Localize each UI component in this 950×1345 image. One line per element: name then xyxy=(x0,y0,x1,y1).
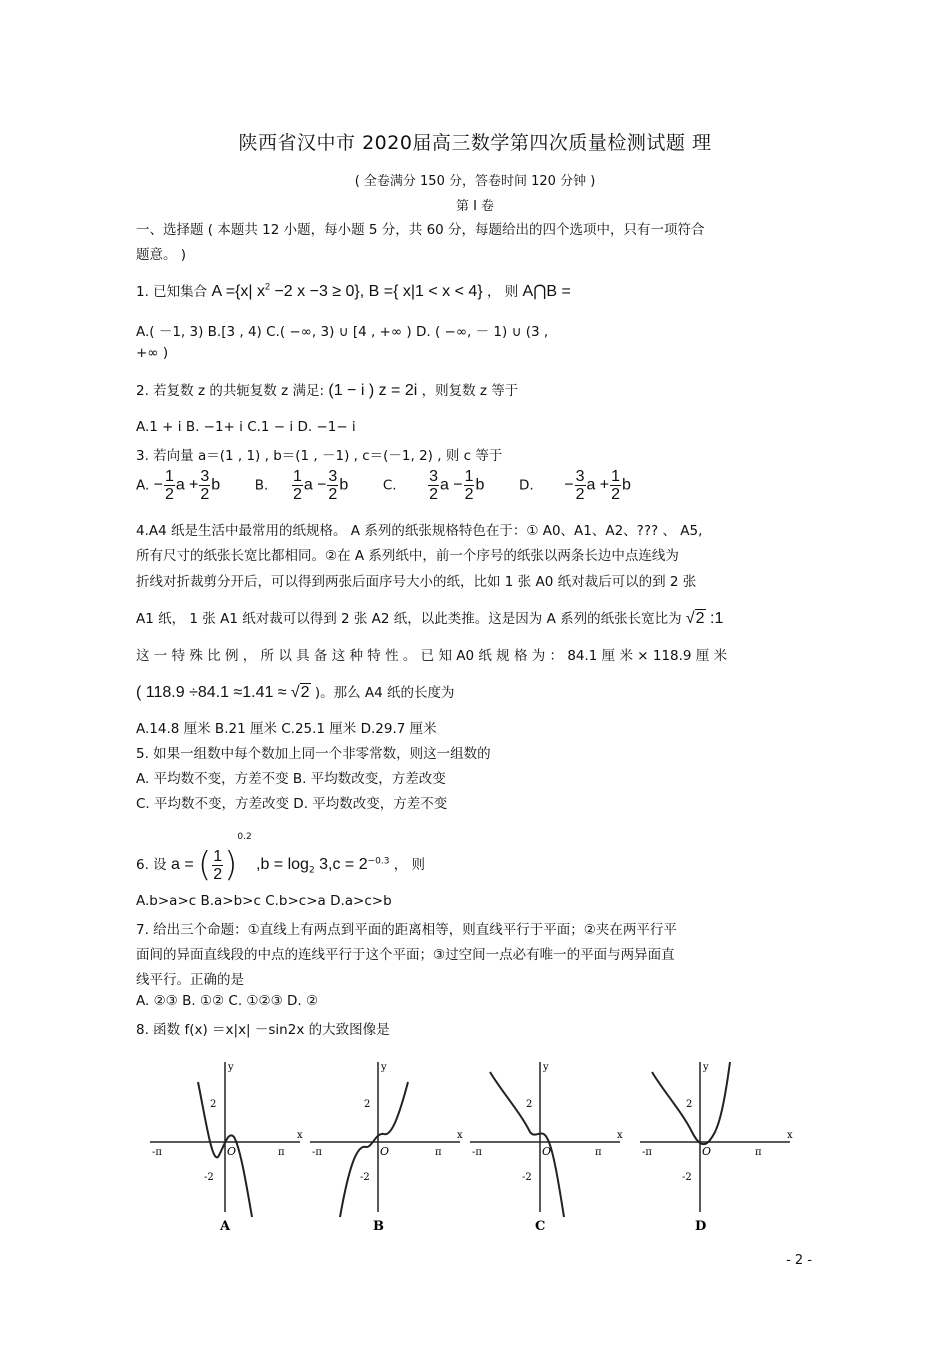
svg-text:y: y xyxy=(381,1062,387,1073)
svg-text:π: π xyxy=(755,1147,762,1158)
q2-options: A.1 + i B. −1+ i C.1 − i D. −1− i xyxy=(136,419,356,435)
q4-line-3: 折线对折裁剪分开后，可以得到两张后面序号大小的纸，比如 1 张 A0 纸对裁后可以的到 2 张 xyxy=(136,574,697,590)
svg-text:x: x xyxy=(297,1130,303,1141)
q5-options-ab: A. 平均数不变，方差不变 B. 平均数改变，方差改变 xyxy=(136,771,446,787)
section-intro-1: 一、选择题 ( 本题共 12 小题，每小题 5 分，共 60 分，每题给出的四个选项中，只有一项符合 xyxy=(136,222,705,238)
graph-b xyxy=(310,1062,463,1232)
svg-text:π: π xyxy=(435,1147,442,1158)
q6-options: A.b>a>c B.a>b>c C.b>c>a D.a>c>b xyxy=(136,893,392,909)
q1-options-1: A.( －1, 3) B.[3 , 4) C.( −∞, 3) ∪ [4 , +∞ ) D. ( −∞, － 1) ∪ (3 , xyxy=(136,324,549,340)
svg-text:2: 2 xyxy=(364,1099,371,1110)
q5-options-cd: C. 平均数不变，方差改变 D. 平均数改变，方差不变 xyxy=(136,796,448,812)
q3-opt-b-label: B. xyxy=(254,477,269,494)
svg-text:O: O xyxy=(542,1145,552,1158)
svg-text:y: y xyxy=(543,1062,549,1073)
q1-options-2: +∞ ) xyxy=(136,345,169,361)
graph-b-label: B xyxy=(373,1219,384,1232)
graph-c-label: C xyxy=(535,1219,546,1232)
q1-suffix: ， 则 xyxy=(486,284,519,300)
q4-options: A.14.8 厘米 B.21 厘米 C.25.1 厘米 D.29.7 厘米 xyxy=(136,721,437,737)
q3-opt-c-label: C. xyxy=(382,477,397,494)
page-number: - 2 - xyxy=(786,1253,812,1268)
svg-text:x: x xyxy=(457,1130,463,1141)
svg-text:x: x xyxy=(617,1130,623,1141)
question-3: 3. 若向量 a＝(1 , 1) , b＝(1 , －1) , c＝(－1, 2) , 则 c 等于 xyxy=(136,448,503,464)
q2-prefix: 2. 若复数 z 的共轭复数 z 满足: xyxy=(136,383,325,399)
question-1 xyxy=(136,280,571,301)
q1-prefix: 1. 已知集合 xyxy=(136,284,208,300)
svg-text:x: x xyxy=(787,1130,793,1141)
q4-line-6: ( 118.9 ÷84.1 ≈1.41 ≈ √2 )。那么 A4 纸的长度为 xyxy=(136,684,455,701)
q3-options: A. − $\frac{1}{2}$ a + $\frac{3}{2}$ b B. $\frac{1}{2}$ a − $\frac{3}{2}$ b C. $\frac{3}{2}$ a − $\frac{1}{2}$ b D. − $\frac{3}{2}$ a + $\frac{1}{2}$ b xyxy=(136,468,631,503)
q7-line-2: 面间的异面直线段的中点的连线平行于这个平面；③过空间一点必有唯一的平面与两异面直 xyxy=(136,947,675,963)
svg-text:y: y xyxy=(703,1062,709,1073)
q8-graphs xyxy=(140,1052,800,1232)
question-6: 6. 设 a = ( $\frac{1}{2}$ )$^{0.2}$ $,b = \log_2 3,c = 2^{-0.3}$ ， 则 xyxy=(136,832,426,885)
svg-text:-2: -2 xyxy=(682,1172,692,1183)
q7-line-3: 线平行。正确的是 xyxy=(136,972,244,988)
svg-text:-π: -π xyxy=(152,1147,162,1158)
svg-text:2: 2 xyxy=(210,1099,217,1110)
graph-d-label: D xyxy=(695,1219,707,1232)
q4-line-1: 4.A4 纸是生活中最常用的纸规格。 A 系列的纸张规格特色在于：① A0、A1、A2、??? 、 A5, xyxy=(136,523,703,539)
q1-setA: A ={x| $x^2 -2$ x −3 ≥ 0}, B ={ x|1 < x < 4} xyxy=(211,281,483,300)
q3-opt-d-label: D. xyxy=(518,477,534,494)
svg-text:y: y xyxy=(228,1062,234,1073)
svg-text:π: π xyxy=(278,1147,285,1158)
svg-text:2: 2 xyxy=(526,1099,533,1110)
graph-a-label: A xyxy=(220,1219,231,1232)
q4-line-4: A1 纸， 1 张 A1 纸对裁可以得到 2 张 A2 纸，以此类推。这是因为 A 系列的纸张长宽比为 √2 :1 xyxy=(136,610,724,627)
q1-ask: A⋂B = xyxy=(522,283,571,300)
volume-label: 第 I 卷 xyxy=(455,199,495,214)
q2-suffix: ，则复数 z 等于 xyxy=(421,383,519,399)
q7-line-1: 7. 给出三个命题：①直线上有两点到平面的距离相等，则直线平行于平面；②夹在两平行平 xyxy=(136,922,677,938)
question-5: 5. 如果一组数中每个数加上同一个非零常数，则这一组数的 xyxy=(136,746,491,762)
svg-text:-π: -π xyxy=(642,1147,652,1158)
svg-text:O: O xyxy=(227,1145,237,1158)
q2-equation: (1 − i ) z = 2i xyxy=(328,382,418,399)
q3-opt-a-label: A. xyxy=(136,477,150,494)
svg-text:-2: -2 xyxy=(522,1172,532,1183)
svg-text:-π: -π xyxy=(472,1147,482,1158)
page-title: 陕西省汉中市 2020届高三数学第四次质量检测试题 理 xyxy=(238,132,712,154)
svg-text:O: O xyxy=(702,1145,712,1158)
svg-text:π: π xyxy=(595,1147,602,1158)
svg-text:-2: -2 xyxy=(360,1172,370,1183)
question-2 xyxy=(136,379,518,400)
question-8: 8. 函数 f(x) ＝x|x| －sin2x 的大致图像是 xyxy=(136,1022,390,1038)
q7-options: A. ②③ B. ①② C. ①②③ D. ② xyxy=(136,993,319,1009)
graph-c xyxy=(470,1062,623,1232)
svg-text:2: 2 xyxy=(686,1099,693,1110)
svg-text:-2: -2 xyxy=(204,1172,214,1183)
exam-subtitle: ( 全卷满分 150 分，答卷时间 120 分钟 ) xyxy=(354,174,596,189)
section-intro-2: 题意。 ) xyxy=(136,247,187,263)
svg-text:-π: -π xyxy=(312,1147,322,1158)
svg-text:O: O xyxy=(380,1145,390,1158)
q4-line-5: 这 一 特 殊 比 例 ， 所 以 具 备 这 种 特 性 。 已 知 A0 纸 规 格 为 ： 84.1 厘 米 × 118.9 厘 米 xyxy=(136,648,728,664)
q4-line-2: 所有尺寸的纸张长宽比都相同。②在 A 系列纸中，前一个序号的纸张以两条长边中点连线为 xyxy=(136,548,679,564)
graph-d xyxy=(640,1062,793,1232)
graph-a xyxy=(150,1062,303,1232)
